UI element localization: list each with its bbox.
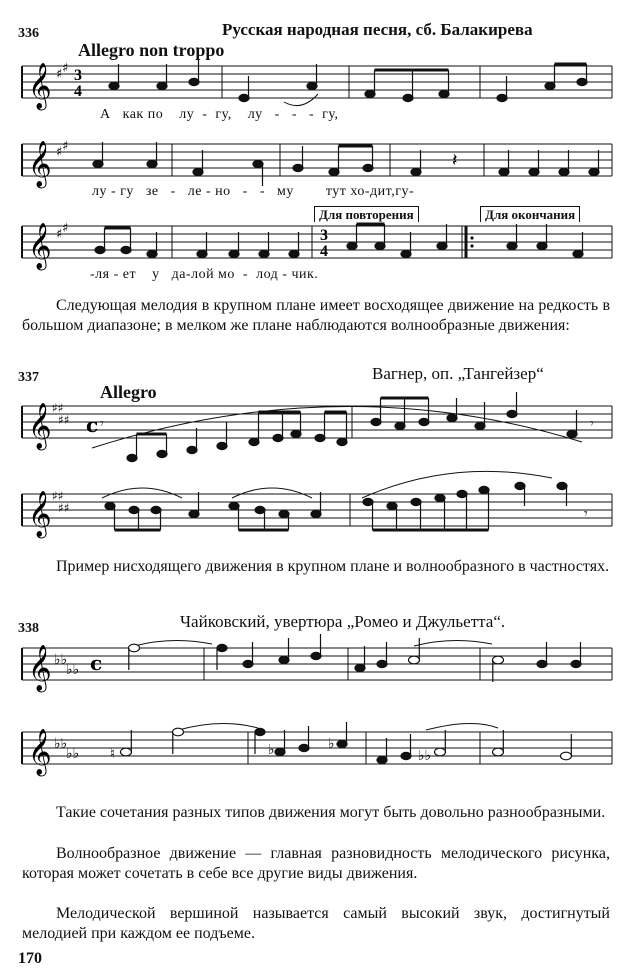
svg-text:♭♭: ♭♭: [66, 746, 80, 762]
volta-repeat-label: Для повторения: [314, 206, 419, 222]
example-source-338: Чайковский, увертюра „Ромео и Джульетта“.: [180, 612, 506, 631]
svg-text:♮: ♮: [110, 746, 116, 762]
svg-text:𝄞: 𝄞: [28, 645, 52, 691]
music-staff-337-2: [22, 478, 614, 538]
svg-text:♯: ♯: [56, 227, 63, 242]
svg-text:𝄞: 𝄞: [28, 141, 52, 187]
svg-text:3: 3: [320, 227, 328, 244]
svg-text:𝄽: 𝄽: [452, 150, 458, 171]
svg-text:♯♯: ♯♯: [52, 489, 64, 503]
tempo-marking-336: Allegro non troppo: [78, 40, 225, 60]
svg-text:♯♯: ♯♯: [58, 501, 70, 515]
volta-ending-label: Для окончания: [480, 206, 580, 222]
paragraph-intro-337: Следующая мелодия в крупном плане имеет восходящее движение на редкость в большом диапазоне; в мелком же плане наблюдаются волнообразные движения:: [22, 297, 610, 334]
music-staff-338-2: [22, 724, 614, 776]
lyrics-line-3: -ля - ет у да-лой мо - лод - чик.: [90, 267, 319, 282]
music-staff-337-1: [22, 398, 614, 468]
svg-text:c: c: [90, 651, 103, 675]
svg-text:𝄞: 𝄞: [28, 491, 52, 537]
svg-text:𝄾: 𝄾: [584, 506, 588, 522]
tempo-marking-337: Allegro: [100, 382, 157, 402]
svg-text:3: 3: [74, 67, 82, 84]
svg-text:♯: ♯: [56, 67, 63, 82]
paragraph-intro-338: Пример нисходящего движения в крупном плане и волнообразного в частностях.: [56, 558, 610, 575]
lyrics-line-2: лу - гу зе - ле - но - - му тут хо-дит,гу-: [92, 184, 415, 199]
paragraph-wave-motion: Волнообразное движение — главная разновидность мелодического рисунка, которая может сочетать в себе все другие виды движения.: [22, 845, 610, 882]
music-staff-336-2: [22, 136, 614, 188]
svg-text:c: c: [86, 413, 99, 437]
svg-text:♭♭: ♭♭: [54, 736, 68, 752]
svg-text:♯♯: ♯♯: [52, 401, 64, 415]
svg-text:♯: ♯: [56, 145, 63, 160]
svg-text:♭♭: ♭♭: [418, 748, 432, 764]
svg-text:♯: ♯: [62, 221, 69, 236]
svg-text:4: 4: [320, 243, 328, 260]
example-source-336: Русская народная песня, сб. Балакирева: [222, 20, 533, 39]
paragraph-combinations: Такие сочетания разных типов движения могут быть довольно разнообразными.: [56, 804, 606, 821]
svg-text:𝄾: 𝄾: [100, 416, 104, 432]
example-source-337: Вагнер, оп. „Тангейзер“: [372, 364, 544, 383]
svg-text:4: 4: [74, 83, 82, 100]
svg-text:♭: ♭: [268, 742, 275, 758]
svg-text:𝄞: 𝄞: [28, 403, 52, 449]
page-number: 170: [18, 950, 42, 967]
music-staff-336-1: [22, 58, 614, 110]
svg-text:♭: ♭: [328, 736, 335, 752]
example-number-338: 338: [18, 621, 39, 636]
svg-text:𝄾: 𝄾: [590, 416, 594, 432]
treble-clef-icon: 𝄞: [28, 63, 52, 109]
paragraph-melodic-peak: Мелодической вершиной называется самый высокий звук, достигнутый мелодией при каждом ее подъеме.: [22, 905, 610, 942]
svg-text:♭♭: ♭♭: [54, 652, 68, 668]
svg-text:♯♯: ♯♯: [58, 413, 70, 427]
svg-text:𝄞: 𝄞: [28, 223, 52, 269]
svg-text:♯: ♯: [62, 61, 69, 76]
lyrics-line-1: А как по лу - гу, лу - - - гу,: [100, 107, 339, 122]
svg-text:𝄞: 𝄞: [28, 729, 52, 775]
example-number-336: 336: [18, 26, 39, 41]
music-staff-336-3: [22, 218, 614, 270]
music-staff-338-1: [22, 640, 614, 692]
svg-text:♭♭: ♭♭: [66, 662, 80, 678]
svg-text:♯: ♯: [62, 139, 69, 154]
example-number-337: 337: [18, 370, 39, 385]
